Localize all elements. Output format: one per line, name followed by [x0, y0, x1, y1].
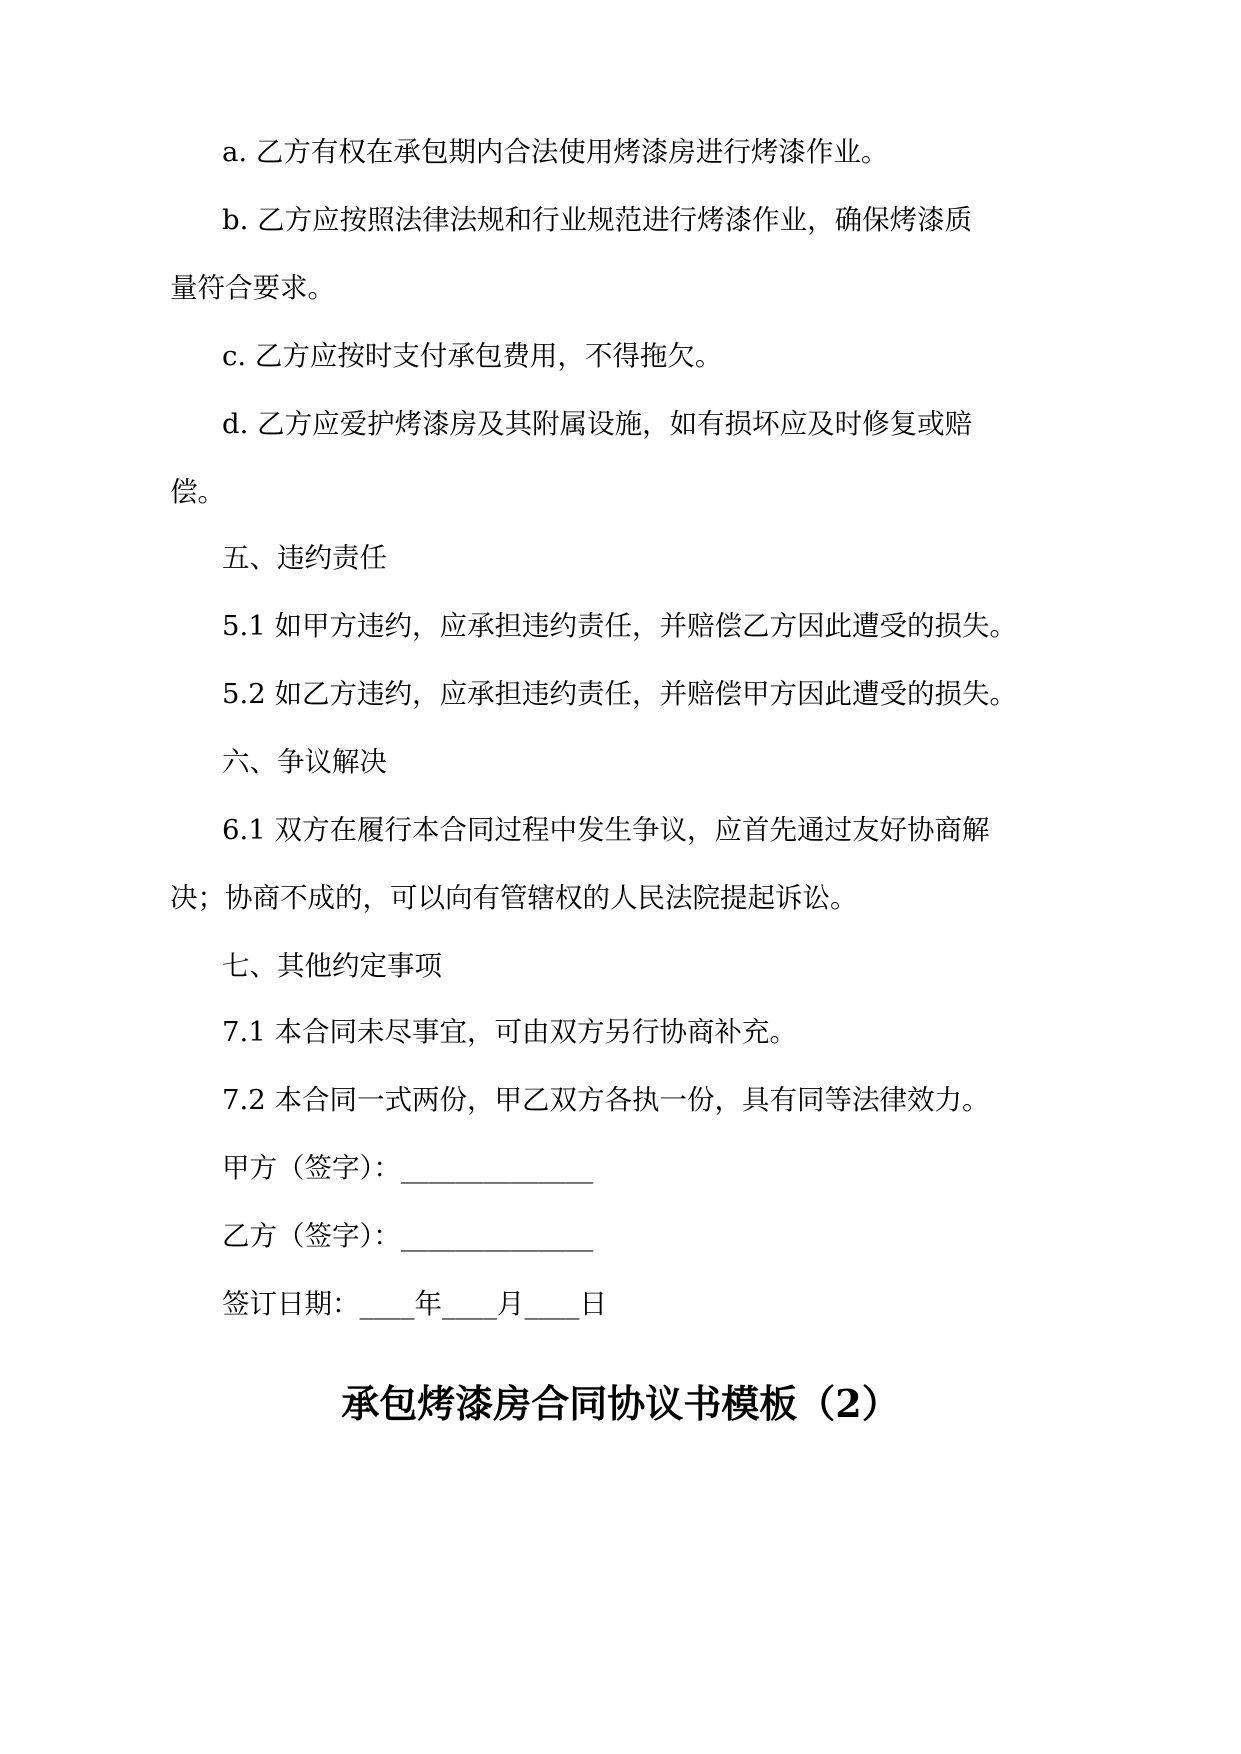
clause-a: a. 乙方有权在承包期内合法使用烤漆房进行烤漆作业。 — [222, 136, 889, 168]
clause-5-2: 5.2 如乙方违约，应承担违约责任，并赔偿甲方因此遭受的损失。 — [222, 678, 1017, 710]
signing-date: 签订日期：____年____月____日 — [222, 1288, 607, 1320]
next-contract-title: 承包烤漆房合同协议书模板（2） — [341, 1381, 900, 1426]
clause-7-1: 7.1 本合同未尽事宜，可由双方另行协商补充。 — [222, 1016, 797, 1048]
clause-d-continuation: 偿。 — [170, 476, 225, 508]
clause-5-1: 5.1 如甲方违约，应承担违约责任，并赔偿乙方因此遭受的损失。 — [222, 610, 1017, 642]
section-heading-other: 七、其他约定事项 — [222, 950, 442, 982]
clause-d: d. 乙方应爱护烤漆房及其附属设施，如有损坏应及时修复或赔 — [222, 408, 973, 440]
section-heading-dispute: 六、争议解决 — [222, 746, 387, 778]
clause-6-1-continuation: 决；协商不成的，可以向有管辖权的人民法院提起诉讼。 — [170, 882, 858, 914]
party-a-signature: 甲方（签字）：______________ — [222, 1152, 594, 1184]
clause-b-continuation: 量符合要求。 — [170, 272, 335, 304]
clause-6-1: 6.1 双方在履行本合同过程中发生争议，应首先通过友好协商解 — [222, 814, 990, 846]
clause-7-2: 7.2 本合同一式两份，甲乙双方各执一份，具有同等法律效力。 — [222, 1084, 990, 1116]
party-b-signature: 乙方（签字）：______________ — [222, 1220, 594, 1252]
clause-b: b. 乙方应按照法律法规和行业规范进行烤漆作业，确保烤漆质 — [222, 204, 973, 236]
section-heading-breach: 五、违约责任 — [222, 542, 387, 574]
clause-c: c. 乙方应按时支付承包费用，不得拖欠。 — [222, 340, 723, 372]
